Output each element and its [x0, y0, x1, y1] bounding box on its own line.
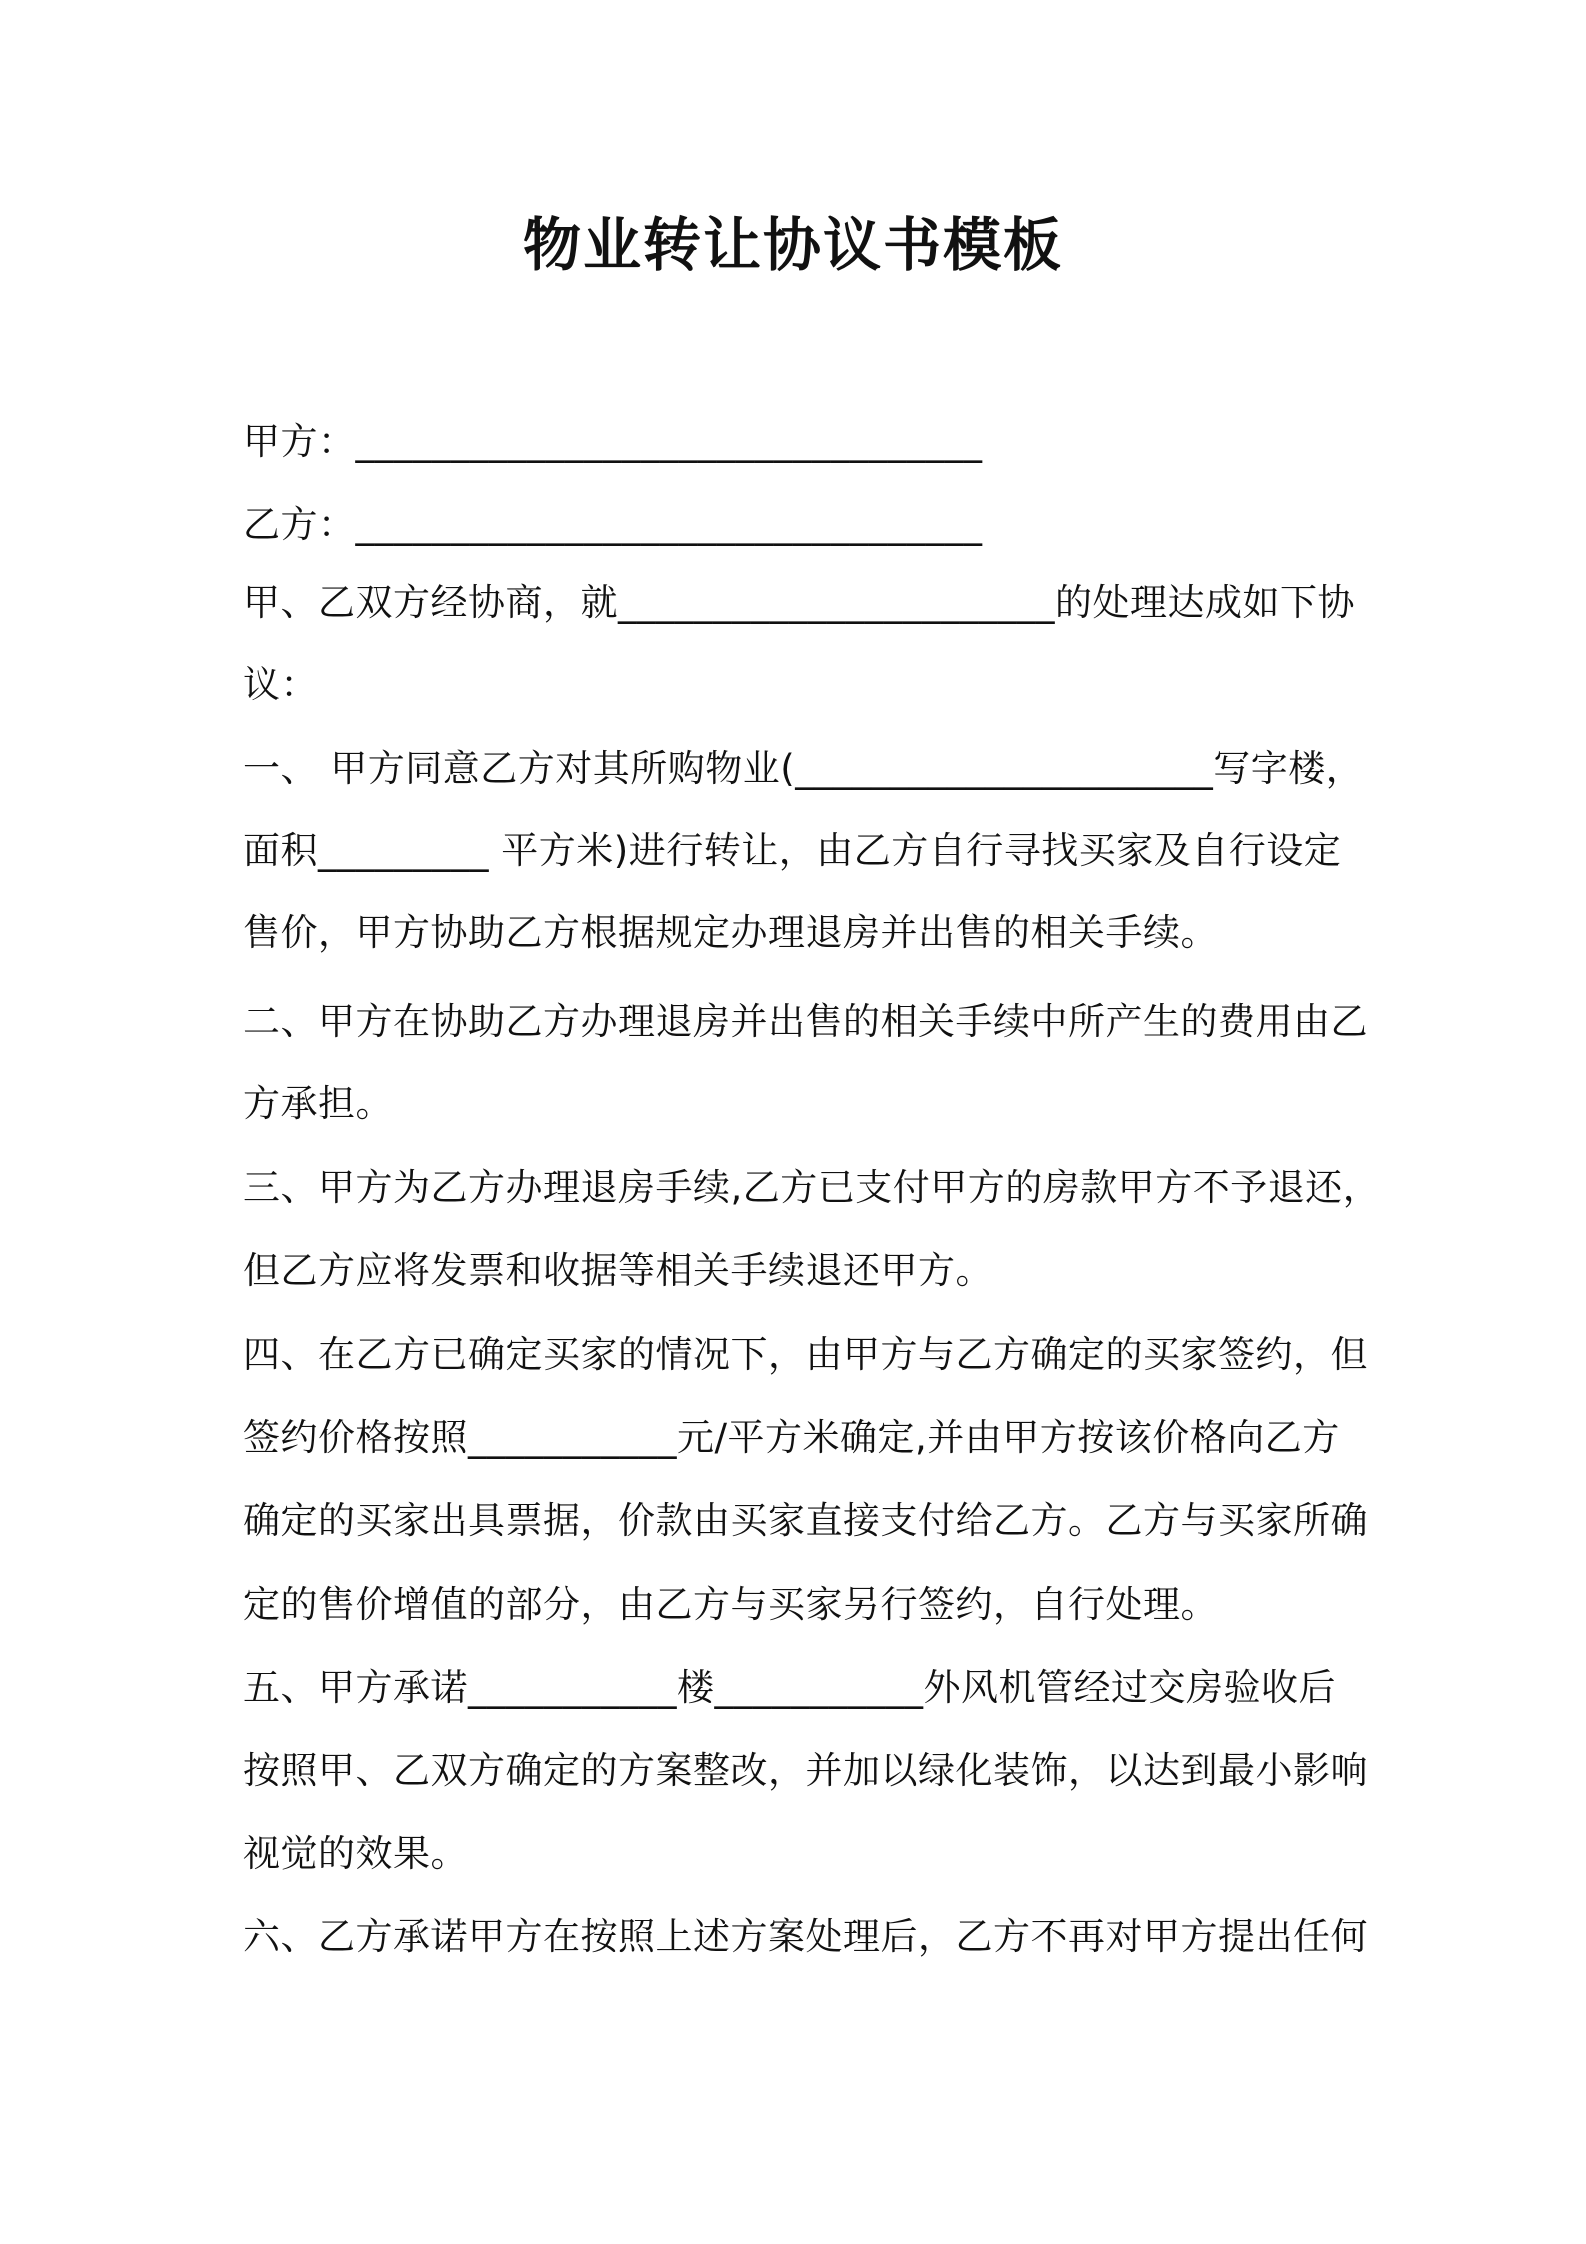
clause-4-line-4: 定的售价增值的部分，由乙方与买家另行签约，自行处理。	[243, 1583, 1218, 1626]
party-b-line: 乙方：_________________________________	[243, 503, 983, 546]
clause-1-line-1: 一、 甲方同意乙方对其所购物业(______________________写字楼，	[243, 747, 1364, 790]
clause-1-line-2: 面积_________ 平方米)进行转让，由乙方自行寻找买家及自行设定	[243, 829, 1342, 872]
preamble-line-2: 议：	[243, 663, 318, 706]
clause-4-line-1: 四、在乙方已确定买家的情况下，由甲方与乙方确定的买家签约，但	[243, 1333, 1368, 1376]
clause-6-line-1: 六、乙方承诺甲方在按照上述方案处理后，乙方不再对甲方提出任何	[243, 1915, 1368, 1958]
clause-5-line-1: 五、甲方承诺___________楼___________外风机管经过交房验收后	[243, 1666, 1336, 1709]
document-title: 物业转让协议书模板	[522, 211, 1063, 279]
clause-4-line-2: 签约价格按照___________元/平方米确定,并由甲方按该价格向乙方	[243, 1416, 1340, 1459]
clause-3-line-1: 三、甲方为乙方办理退房手续,乙方已支付甲方的房款甲方不予退还，	[243, 1166, 1381, 1209]
clause-2-line-1: 二、甲方在协助乙方办理退房并出售的相关手续中所产生的费用由乙	[243, 1000, 1368, 1043]
party-a-line: 甲方：_________________________________	[243, 420, 983, 463]
clause-5-line-3: 视觉的效果。	[243, 1832, 468, 1875]
clause-3-line-2: 但乙方应将发票和收据等相关手续退还甲方。	[243, 1249, 993, 1292]
clause-5-line-2: 按照甲、乙双方确定的方案整改，并加以绿化装饰，以达到最小影响	[243, 1749, 1368, 1792]
clause-1-line-3: 售价，甲方协助乙方根据规定办理退房并出售的相关手续。	[243, 911, 1218, 954]
clause-2-line-2: 方承担。	[243, 1082, 393, 1125]
preamble-line-1: 甲、乙双方经协商，就_______________________的处理达成如下协	[243, 581, 1355, 624]
clause-4-line-3: 确定的买家出具票据，价款由买家直接支付给乙方。乙方与买家所确	[243, 1499, 1368, 1542]
